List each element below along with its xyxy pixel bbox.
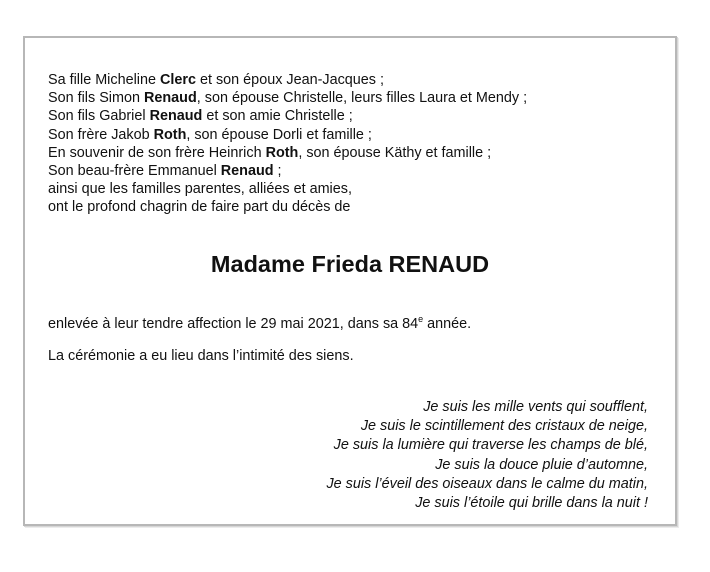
poem-line: Je suis l’éveil des oiseaux dans le calme du matin, [326, 475, 648, 492]
poem [326, 398, 648, 513]
ordinal-superscript: e [418, 314, 424, 324]
family-line: ainsi que les familles parentes, alliées et amies, [48, 181, 352, 198]
family-list [48, 71, 527, 217]
passing-notice: enlevée à leur tendre affection le 29 mai 2021, dans sa 84e année. [48, 314, 472, 332]
ceremony-notice: La cérémonie a eu lieu dans l’intimité des siens. [48, 348, 354, 364]
poem-line: Je suis la douce pluie d’automne, [435, 456, 648, 473]
poem-line: Je suis l’étoile qui brille dans la nuit ! [415, 495, 648, 512]
family-line: Son beau-frère Emmanuel Renaud ; [48, 163, 282, 180]
family-line: Son fils Gabriel Renaud et son amie Christelle ; [48, 108, 353, 125]
family-line: En souvenir de son frère Heinrich Roth, son épouse Käthy et famille ; [48, 144, 492, 161]
poem-line: Je suis la lumière qui traverse les champs de blé, [333, 437, 648, 454]
family-line: ont le profond chagrin de faire part du décès de [48, 199, 351, 216]
family-line: Son fils Simon Renaud, son épouse Christelle, leurs filles Laura et Mendy ; [48, 90, 528, 107]
family-line: Son frère Jakob Roth, son épouse Dorli et famille ; [48, 126, 372, 143]
obituary-card [23, 36, 677, 526]
poem-line: Je suis les mille vents qui soufflent, [423, 399, 648, 415]
deceased-name: Madame Frieda RENAUD [210, 251, 490, 277]
poem-line: Je suis le scintillement des cristaux de neige, [360, 418, 648, 435]
family-line: Sa fille Micheline Clerc et son époux Jean-Jacques ; [48, 72, 384, 88]
